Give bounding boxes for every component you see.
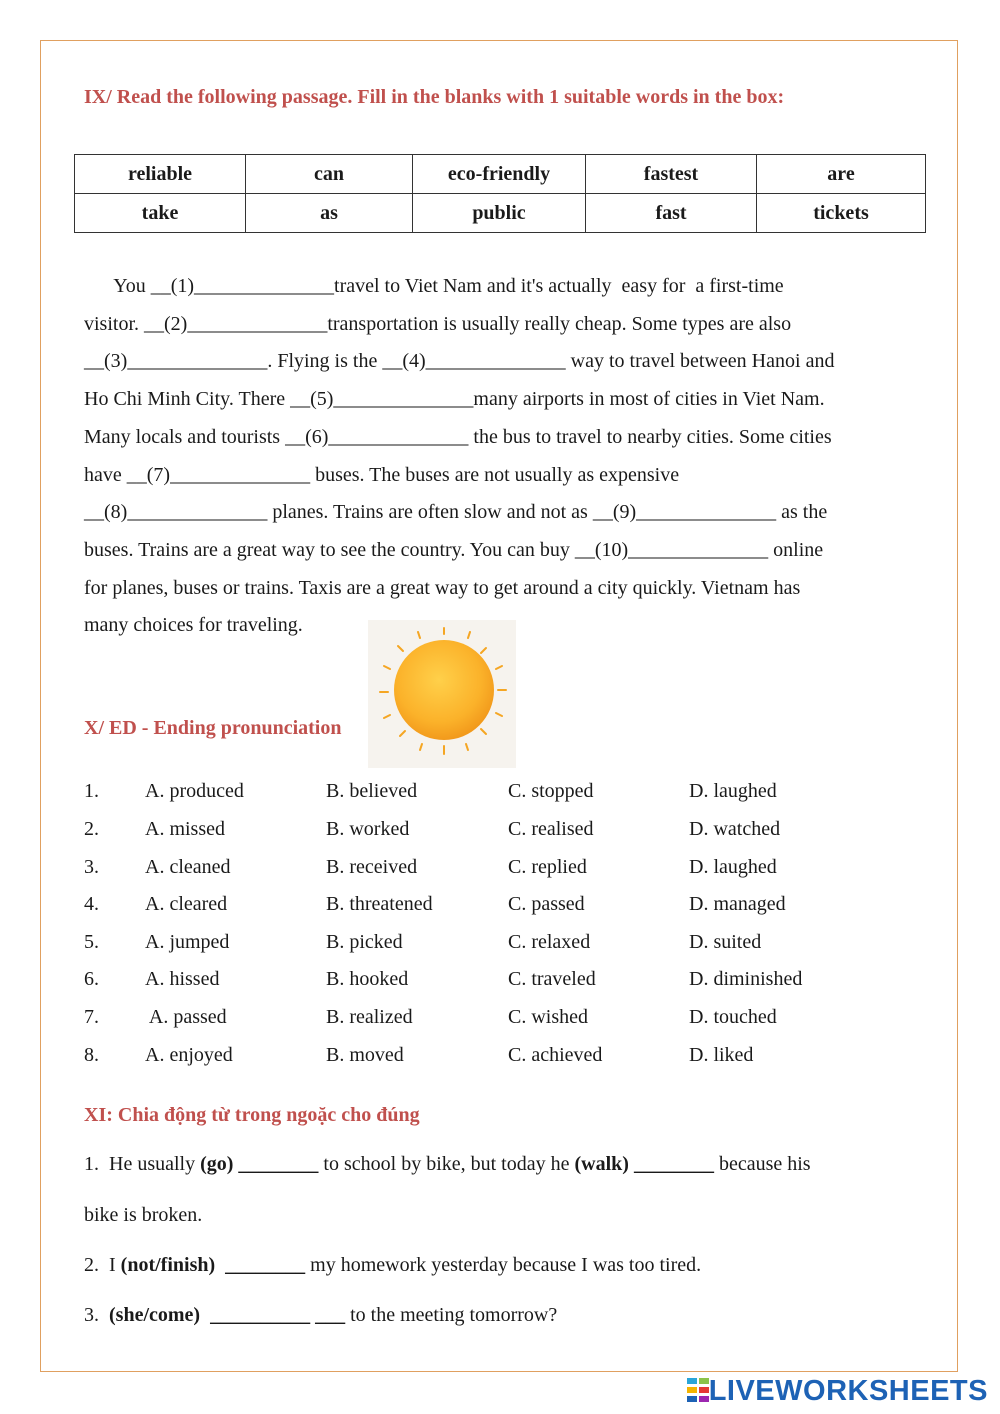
passage-line: visitor. __(2)______________transportation is usually really cheap. Some types are also: [84, 312, 792, 335]
passage-line: __(3)______________. Flying is the __(4)______________ way to travel between Hanoi and: [84, 350, 835, 373]
option-a[interactable]: A. enjoyed: [145, 1044, 233, 1066]
option-a[interactable]: A. cleaned: [145, 856, 231, 878]
option-c[interactable]: C. wished: [508, 1006, 588, 1028]
option-c[interactable]: C. traveled: [508, 968, 596, 990]
option-a[interactable]: A. passed: [145, 1006, 227, 1028]
passage: [84, 268, 914, 645]
verb-hint: (go): [200, 1153, 234, 1175]
question-number: 1.: [84, 1153, 99, 1175]
option-c[interactable]: C. achieved: [508, 1044, 603, 1066]
question-text: to school by bike, but today he: [318, 1153, 575, 1175]
option-b[interactable]: B. worked: [326, 818, 410, 840]
option-c[interactable]: C. passed: [508, 893, 585, 915]
option-a[interactable]: A. produced: [145, 780, 244, 802]
option-b[interactable]: B. believed: [326, 780, 418, 802]
option-b[interactable]: B. moved: [326, 1044, 404, 1066]
verb-question-1-cont: bike is broken.: [84, 1204, 203, 1226]
option-d[interactable]: D. laughed: [689, 856, 777, 878]
question-text: because his: [713, 1153, 811, 1175]
option-c[interactable]: C. stopped: [508, 780, 594, 802]
question-number: 4.: [84, 893, 99, 915]
option-a[interactable]: A. hissed: [145, 968, 220, 990]
option-d[interactable]: D. laughed: [689, 780, 777, 802]
word-box-row: [75, 155, 926, 194]
verb-hint: (walk): [574, 1153, 629, 1175]
question-number: 3.: [84, 1304, 99, 1326]
question-number: 2.: [84, 1254, 99, 1276]
word-cell: reliable: [75, 155, 246, 194]
logo-icon: [687, 1378, 709, 1404]
question-text: my homework yesterday because I was too tired.: [305, 1254, 702, 1276]
answer-blank[interactable]: ________: [628, 1153, 714, 1175]
passage-line: have __(7)______________ buses. The buses are not usually as expensive: [84, 463, 680, 486]
word-cell: can: [246, 155, 413, 194]
option-d[interactable]: D. suited: [689, 931, 762, 953]
verb-question-1: [84, 1153, 811, 1176]
question-number: 7.: [84, 1006, 99, 1028]
passage-line: __(8)______________ planes. Trains are often slow and not as __(9)______________ as the: [84, 501, 828, 524]
sun-illustration: [368, 620, 516, 768]
option-d[interactable]: D. watched: [689, 818, 781, 840]
passage-line: You __(1)______________travel to Viet Nam and it's actually easy for a first-time: [84, 275, 784, 297]
option-d[interactable]: D. liked: [689, 1044, 754, 1066]
question-number: 3.: [84, 856, 99, 878]
option-a[interactable]: A. missed: [145, 818, 225, 840]
question-number: 6.: [84, 968, 99, 990]
option-c[interactable]: C. replied: [508, 856, 587, 878]
word-cell: public: [413, 194, 586, 233]
answer-blank[interactable]: ________: [233, 1153, 319, 1175]
word-cell: take: [75, 194, 246, 233]
word-cell: as: [246, 194, 413, 233]
passage-line: Ho Chi Minh City. There __(5)______________many airports in most of cities in Viet Nam.: [84, 388, 825, 411]
verb-question-3: [84, 1304, 557, 1327]
option-b[interactable]: B. picked: [326, 931, 403, 953]
word-cell: fast: [586, 194, 757, 233]
question-text: He usually: [109, 1153, 201, 1175]
option-d[interactable]: D. diminished: [689, 968, 803, 990]
passage-line: Many locals and tourists __(6)______________ the bus to travel to nearby cities. Some cities: [84, 425, 832, 448]
word-cell: tickets: [757, 194, 926, 233]
liveworksheets-logo[interactable]: [687, 1374, 988, 1408]
section-9-heading: IX/ Read the following passage. Fill in the blanks with 1 suitable words in the box:: [84, 86, 785, 108]
option-b[interactable]: B. realized: [326, 1006, 413, 1028]
verb-question-2: [84, 1254, 701, 1277]
option-b[interactable]: B. hooked: [326, 968, 409, 990]
word-cell: are: [757, 155, 926, 194]
passage-line: many choices for traveling.: [84, 614, 303, 637]
word-box-table: [74, 154, 926, 233]
passage-line: for planes, buses or trains. Taxis are a great way to get around a city quickly. Vietnam has: [84, 576, 801, 599]
question-number: 1.: [84, 780, 99, 802]
option-b[interactable]: B. threatened: [326, 893, 433, 915]
word-cell: fastest: [586, 155, 757, 194]
section-10-heading: X/ ED - Ending pronunciation: [84, 717, 342, 739]
option-d[interactable]: D. touched: [689, 1006, 777, 1028]
option-d[interactable]: D. managed: [689, 893, 786, 915]
section-11-heading: XI: Chia động từ trong ngoặc cho đúng: [84, 1104, 420, 1126]
logo-text: LIVEWORKSHEETS: [708, 1374, 988, 1407]
option-c[interactable]: C. realised: [508, 818, 594, 840]
word-cell: eco-friendly: [413, 155, 586, 194]
verb-hint: (not/finish): [120, 1254, 216, 1276]
passage-line: buses. Trains are a great way to see the country. You can buy __(10)______________ online: [84, 538, 824, 561]
question-text: to the meeting tomorrow?: [345, 1304, 558, 1326]
option-c[interactable]: C. relaxed: [508, 931, 591, 953]
option-a[interactable]: A. cleared: [145, 893, 228, 915]
answer-blank[interactable]: ________: [215, 1254, 306, 1276]
answer-blank[interactable]: __________ ___: [200, 1304, 346, 1326]
verb-hint: (she/come): [109, 1304, 201, 1326]
question-text: I: [109, 1254, 121, 1276]
question-number: 5.: [84, 931, 99, 953]
word-box-row: [75, 194, 926, 233]
option-a[interactable]: A. jumped: [145, 931, 230, 953]
question-number: 8.: [84, 1044, 99, 1066]
option-b[interactable]: B. received: [326, 856, 418, 878]
question-number: 2.: [84, 818, 99, 840]
